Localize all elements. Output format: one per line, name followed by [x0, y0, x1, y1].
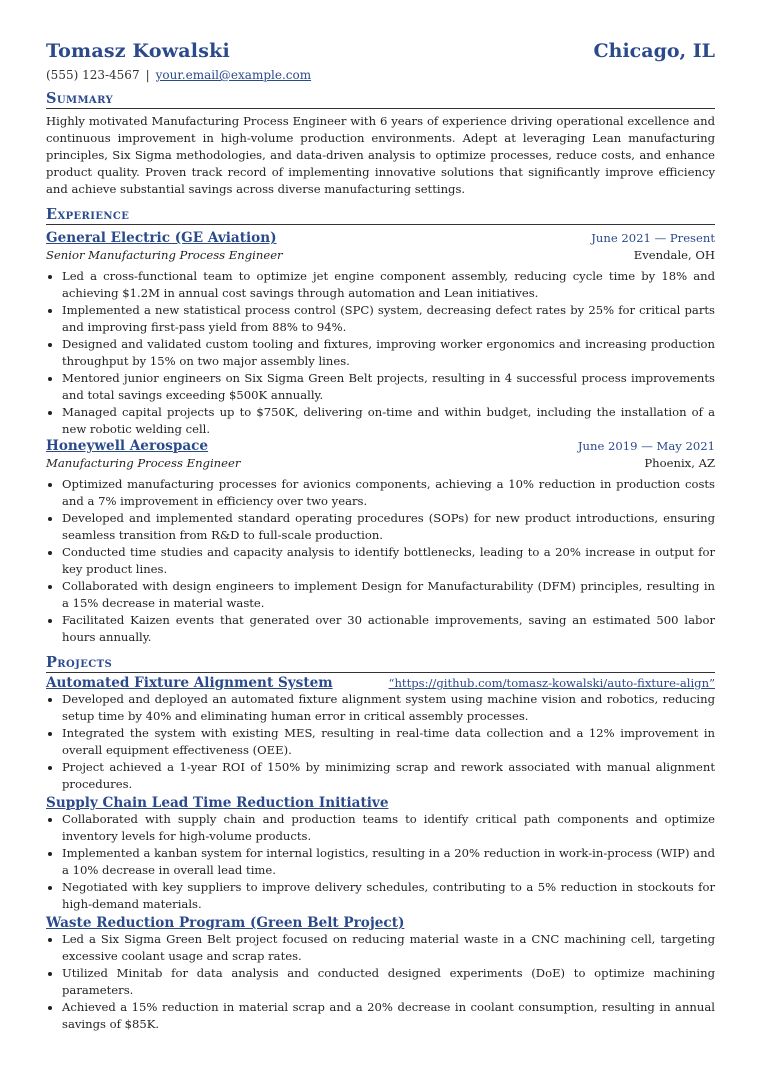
- bullet-item: • Conducted time studies and capacity analysis to identify bottlenecks, leading to a 20% increase in output for key product lines.: [62, 544, 715, 578]
- bullet-item: • Led a cross-functional team to optimize jet engine component assembly, reducing cycle time by 18% and achieving $1.2M in annual cost savings through automation and Lean initiatives.: [62, 268, 715, 302]
- bullet-item: • Optimized manufacturing processes for avionics components, achieving a 10% reduction in production costs and a 7% improvement in efficiency over two years.: [62, 476, 715, 510]
- header: [46, 40, 715, 62]
- project-bullets: [46, 931, 715, 1033]
- project-title[interactable]: Waste Reduction Program (Green Belt Project): [46, 915, 405, 931]
- summary-heading: Summary: [46, 90, 715, 109]
- job-role: Senior Manufacturing Process Engineer: [46, 248, 283, 262]
- bullet-item: • Collaborated with supply chain and production teams to identify critical path components and optimize inventory levels for high-volume products.: [62, 811, 715, 845]
- company-name[interactable]: General Electric (GE Aviation): [46, 230, 277, 246]
- bullet-item: • Negotiated with key suppliers to improve delivery schedules, contributing to a 5% reduction in stockouts for high-demand materials.: [62, 879, 715, 913]
- bullet-item: • Facilitated Kaizen events that generated over 30 actionable improvements, saving an estimated 500 labor hours annually.: [62, 612, 715, 646]
- job-entry: [46, 230, 715, 438]
- job-location: Phoenix, AZ: [644, 456, 715, 470]
- bullet-item: • Developed and implemented standard operating procedures (SOPs) for new product introductions, ensuring seamless transition from R&D to full-scale production.: [62, 510, 715, 544]
- bullet-item: • Project achieved a 1-year ROI of 150% by minimizing scrap and rework associated with manual alignment procedures.: [62, 759, 715, 793]
- candidate-name: Tomasz Kowalski: [46, 40, 230, 62]
- contact-line: [46, 68, 715, 82]
- job-entry: [46, 438, 715, 646]
- summary-text: Highly motivated Manufacturing Process Engineer with 6 years of experience driving operational excellence and continuous improvement in high-volume production environments. Adept at leveraging Lean manufacturing principles, Six Sigma methodologies, and data-driven analysis to optimize processes, reduce costs, and enhance product quality. Proven track record of implementing innovative solutions that significantly improve efficiency and achieve substantial savings across diverse manufacturing settings.: [46, 114, 715, 196]
- bullet-item: • Developed and deployed an automated fixture alignment system using machine vision and robotics, reducing setup time by 40% and eliminating human error in critical assembly processes.: [62, 691, 715, 725]
- bullet-item: • Integrated the system with existing MES, resulting in real-time data collection and a 12% improvement in overall equipment effectiveness (OEE).: [62, 725, 715, 759]
- project-title[interactable]: Supply Chain Lead Time Reduction Initiative: [46, 795, 389, 811]
- bullet-item: • Implemented a new statistical process control (SPC) system, decreasing defect rates by 25% for critical parts and improving first-pass yield from 88% to 94%.: [62, 302, 715, 336]
- contact-separator: |: [145, 68, 150, 82]
- job-location: Evendale, OH: [633, 248, 715, 262]
- job-dates: June 2019 — May 2021: [577, 439, 715, 453]
- resume-page: [46, 40, 715, 1033]
- bullet-item: • Mentored junior engineers on Six Sigma Green Belt projects, resulting in 4 successful process improvements and total savings exceeding $500K annually.: [62, 370, 715, 404]
- project-entry: [46, 915, 715, 1033]
- job-bullets: [46, 476, 715, 646]
- company-name[interactable]: Honeywell Aerospace: [46, 438, 209, 454]
- phone-number: (555) 123-4567: [46, 68, 140, 82]
- project-link[interactable]: “https://github.com/tomasz-kowalski/auto-fixture-align”: [388, 676, 715, 690]
- candidate-location: Chicago, IL: [593, 40, 715, 62]
- bullet-item: • Implemented a kanban system for internal logistics, resulting in a 20% reduction in work-in-process (WIP) and a 10% decrease in overall lead time.: [62, 845, 715, 879]
- project-bullets: [46, 811, 715, 913]
- project-title[interactable]: Automated Fixture Alignment System: [46, 675, 333, 691]
- bullet-item: • Utilized Minitab for data analysis and conducted designed experiments (DoE) to optimize machining parameters.: [62, 965, 715, 999]
- bullet-item: • Collaborated with design engineers to implement Design for Manufacturability (DFM) principles, resulting in a 15% decrease in material waste.: [62, 578, 715, 612]
- email-link[interactable]: your.email@example.com: [155, 68, 312, 82]
- bullet-item: • Achieved a 15% reduction in material scrap and a 20% decrease in coolant consumption, resulting in annual savings of $85K.: [62, 999, 715, 1033]
- job-bullets: [46, 268, 715, 438]
- bullet-item: • Designed and validated custom tooling and fixtures, improving worker ergonomics and increasing production throughput by 15% on two major assembly lines.: [62, 336, 715, 370]
- project-entry: [46, 795, 715, 913]
- project-entry: [46, 675, 715, 793]
- bullet-item: • Led a Six Sigma Green Belt project focused on reducing material waste in a CNC machining cell, targeting excessive coolant usage and scrap rates.: [62, 931, 715, 965]
- projects-heading: Projects: [46, 654, 715, 673]
- bullet-item: • Managed capital projects up to $750K, delivering on-time and within budget, including the installation of a new robotic welding cell.: [62, 404, 715, 438]
- project-bullets: [46, 691, 715, 793]
- experience-heading: Experience: [46, 206, 715, 225]
- job-role: Manufacturing Process Engineer: [46, 456, 241, 470]
- job-dates: June 2021 — Present: [591, 231, 715, 245]
